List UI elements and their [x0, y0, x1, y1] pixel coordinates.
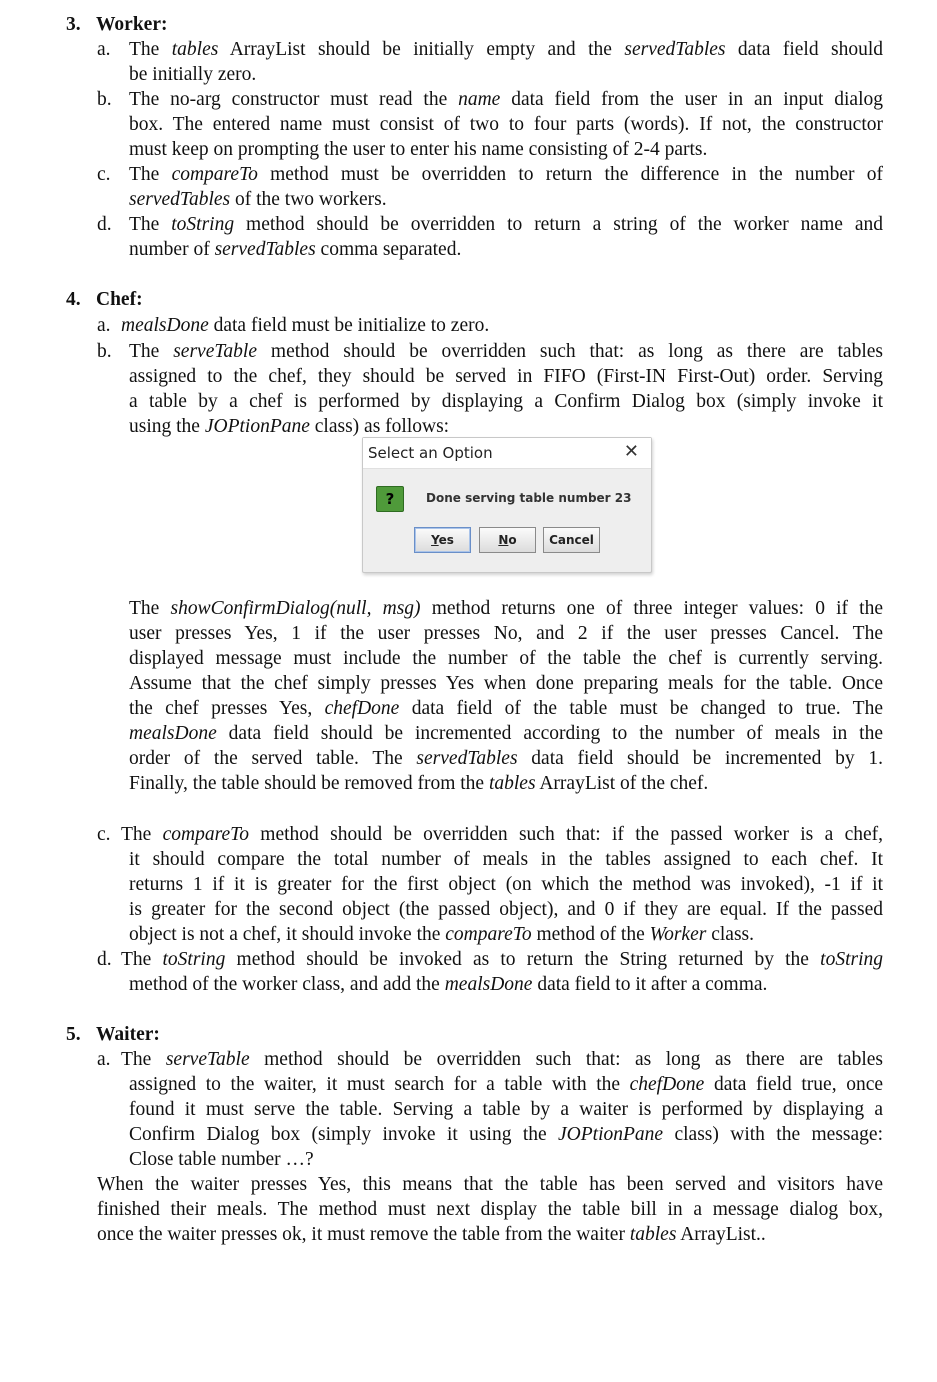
worker-item-b: b. The no-arg constructor must read the name data field from the user in an input dialog box. The entered name must consist of two to four parts (words). If not, the constructor must keep on prompting the user to enter his name consisting of 2-4 parts.: [97, 89, 883, 160]
section-heading-chef: 4. Chef:: [66, 289, 143, 310]
dialog-title: Select an Option: [368, 444, 493, 462]
section-heading-waiter: 5. Waiter:: [66, 1024, 160, 1045]
worker-item-d: d. The toString method should be overridden to return a string of the worker name and number of servedTables comma separated.: [97, 214, 883, 260]
close-icon[interactable]: ✕: [623, 441, 639, 462]
dialog-message: Done serving table number 23: [426, 491, 632, 505]
waiter-paragraph: When the waiter presses Yes, this means that the table has been served and visitors have finished their meals. The method must next display the table bill in a message dialog box, once the waiter presses ok, it must remove the table from the waiter tables ArrayList..: [97, 1174, 883, 1245]
yes-button[interactable]: Yes: [414, 527, 471, 553]
question-icon: ?: [376, 486, 404, 512]
worker-item-c: c. The compareTo method must be overridden to return the difference in the number of servedTables of the two workers.: [97, 164, 883, 210]
waiter-item-a: a. The serveTable method should be overridden such that: as long as there are tables assigned to the waiter, it must search for a table with the chefDone data field true, once found it must serve the table. Serving a table by a waiter is performed by displaying a Confirm Dialog box (simply invoke it using the JOPtionPane class) with the message: Close table number …?: [97, 1049, 883, 1170]
confirm-dialog: [362, 437, 652, 573]
dialog-title-bar: [363, 438, 651, 469]
section-heading-worker: 3. Worker:: [66, 14, 168, 35]
chef-item-d: d. The toString method should be invoked as to return the String returned by the toString method of the worker class, and add the mealsDone data field to it after a comma.: [97, 949, 883, 995]
chef-confirm-paragraph: The showConfirmDialog(null, msg) method returns one of three integer values: 0 if the user presses Yes, 1 if the user presses No, and 2 if the user presses Cancel. The displayed message must include the number of the table the chef is currently serving. Assume that the chef simply presses Yes when done preparing meals for the table. Once the chef presses Yes, chefDone data field of the table must be changed to true. The mealsDone data field should be incremented according to the number of meals in the order of the served table. The servedTables data field should be incremented by 1. Finally, the table should be removed from the tables ArrayList of the chef.: [129, 598, 883, 794]
chef-item-c: c. The compareTo method should be overridden such that: if the passed worker is a chef, it should compare the total number of meals in the tables assigned to each chef. It returns 1 if it is greater for the first object (on which the method was invoked), -1 if it is greater for the second object (the passed object), and 0 if they are equal. If the passed object is not a chef, it should invoke the compareTo method of the Worker class.: [97, 824, 883, 945]
chef-item-b: b. The serveTable method should be overridden such that: as long as there are tables assigned to the chef, they should be served in FIFO (First-IN First-Out) order. Serving a table by a chef is performed by displaying a Confirm Dialog box (simply invoke it using the JOPtionPane class) as follows:: [97, 341, 883, 437]
chef-item-a: a. mealsDone data field must be initialize to zero.: [97, 315, 490, 336]
worker-item-a: a. The tables ArrayList should be initially empty and the servedTables data field should be initially zero.: [97, 39, 884, 85]
cancel-button[interactable]: Cancel: [543, 527, 600, 553]
no-button[interactable]: No: [479, 527, 536, 553]
